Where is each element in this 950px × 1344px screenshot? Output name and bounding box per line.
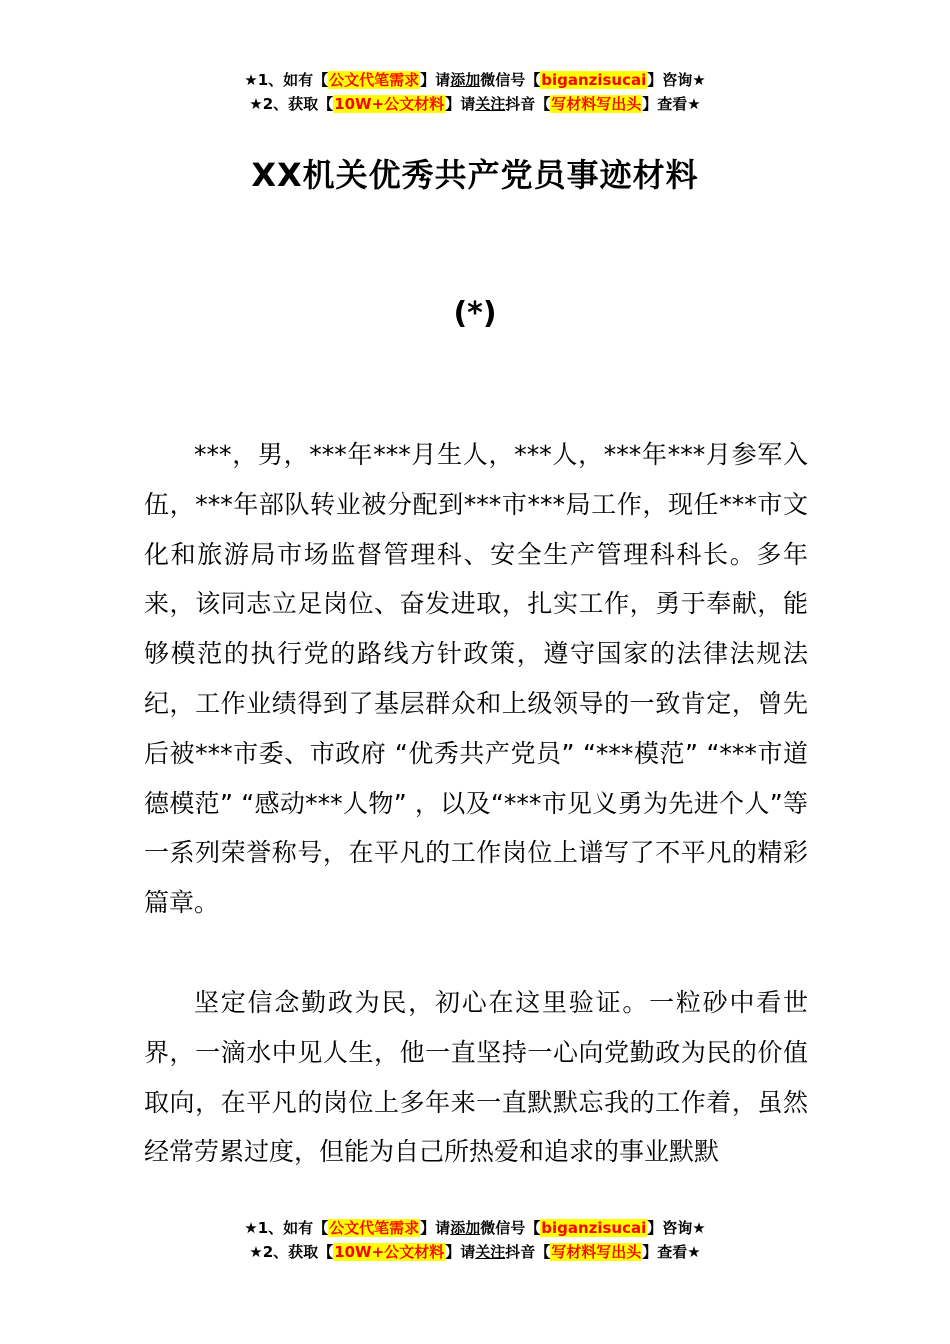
- highlight-douyin-id: 写材料写出头: [551, 95, 642, 113]
- highlight-douyin-id: 写材料写出头: [551, 1243, 642, 1261]
- banner-text: 】请: [445, 1243, 476, 1261]
- banner-line-1: [0, 68, 950, 92]
- underlined-text: 关注: [475, 95, 506, 113]
- header-banner: [0, 68, 950, 116]
- document-author: (*): [453, 296, 497, 331]
- banner-text: 】请: [445, 95, 476, 113]
- highlight-service: 公文代笔需求: [329, 71, 420, 89]
- underlined-text: 添加: [450, 1219, 481, 1237]
- document-title: XX机关优秀共产党员事迹材料: [251, 156, 699, 194]
- banner-text: 】咨询★: [647, 1219, 706, 1237]
- banner-text: 】请: [420, 71, 451, 89]
- highlight-wechat-id: biganzisucai: [541, 71, 647, 89]
- banner-text: 】咨询★: [647, 71, 706, 89]
- banner-text: ★2、获取【: [249, 1243, 334, 1261]
- banner-text: 】查看★: [642, 95, 701, 113]
- highlight-materials: 10W+公文材料: [334, 95, 445, 113]
- underlined-text: 添加: [450, 71, 481, 89]
- body-paragraph-1: ***，男，***年***月生人，***人，***年***月参军入伍，***年部队转业被分配到***市***局工作，现任***市文化和旅游局市场监督管理科、安全生产管理科科长。多年来，该同志立足岗位、奋发进取，扎实工作，勇于奉献，能够模范的执行党的路线方针政策，遵守国家的法律法规法纪，工作业绩得到了基层群众和上级领导的一致肯定，曾先后被***市委、市政府 “优秀共产党员” “***模范” “***市道德模范” “感动***人物” ，以及“***市见义勇为先进个人”等一系列荣誉称号，在平凡的工作岗位上谱写了不平凡的精彩篇章。: [144, 440, 808, 918]
- banner-text: ★1、如有【: [244, 71, 329, 89]
- banner-text: 】查看★: [642, 1243, 701, 1261]
- banner-line-2: [0, 92, 950, 116]
- banner-text: 抖音【: [505, 95, 551, 113]
- underlined-text: 关注: [475, 1243, 506, 1261]
- highlight-materials: 10W+公文材料: [334, 1243, 445, 1261]
- footer-banner: [0, 1216, 950, 1264]
- banner-line-2: [0, 1240, 950, 1264]
- highlight-wechat-id: biganzisucai: [541, 1219, 647, 1237]
- banner-text: ★2、获取【: [249, 95, 334, 113]
- banner-text: ★1、如有【: [244, 1219, 329, 1237]
- banner-line-1: [0, 1216, 950, 1240]
- banner-text: 微信号【: [480, 1219, 541, 1237]
- banner-text: 抖音【: [505, 1243, 551, 1261]
- highlight-service: 公文代笔需求: [329, 1219, 420, 1237]
- banner-text: 】请: [420, 1219, 451, 1237]
- banner-text: 微信号【: [480, 71, 541, 89]
- body-paragraph-2: 坚定信念勤政为民，初心在这里验证。一粒砂中看世界，一滴水中见人生，他一直坚持一心向党勤政为民的价值取向，在平凡的岗位上多年来一直默默忘我的工作着，虽然经常劳累过度，但能为自己所热爱和追求的事业默默: [144, 988, 808, 1167]
